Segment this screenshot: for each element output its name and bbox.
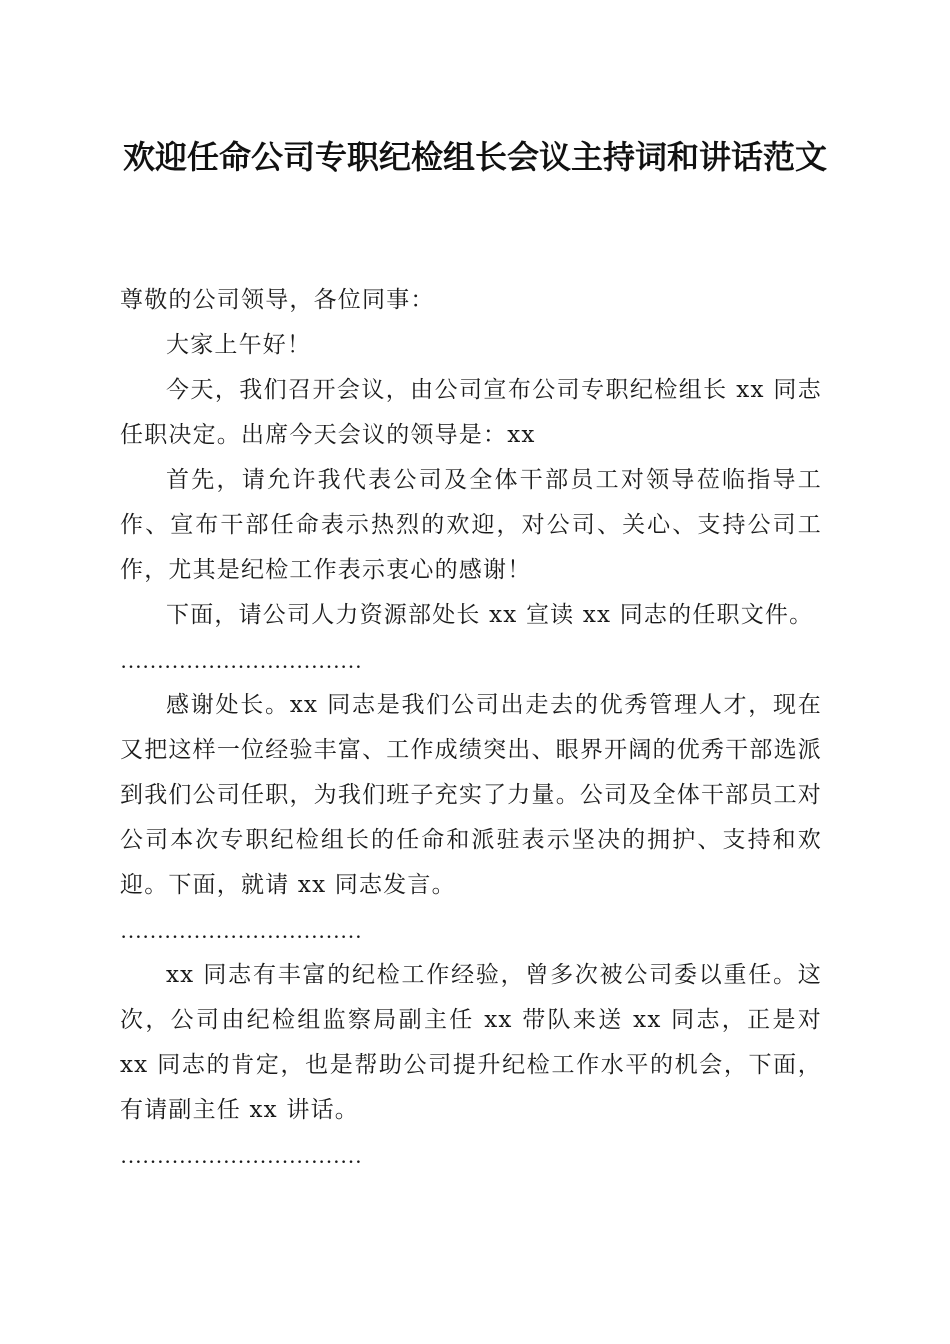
paragraph: 下面，请公司人力资源部处长 xx 宣读 xx 同志的任职文件。 xyxy=(166,602,814,628)
paragraph: 感谢处长。xx 同志是我们公司出走去的优秀管理人才，现在又把这样一位经验丰富、工作成绩突出、眼界开阔的优秀干部选派到我们公司任职，为我们班子充实了力量。公司及全体干部员工对公司本次专职纪检组长的任命和派驻表示坚决的拥护、支持和欢迎。下面，就请 xx 同志发言。 xyxy=(120,692,822,898)
document-body xyxy=(120,278,822,1178)
separator-dots: …………………………… xyxy=(120,1143,362,1168)
greeting: 大家上午好！ xyxy=(166,332,312,358)
paragraph: xx 同志有丰富的纪检工作经验，曾多次被公司委以重任。这次，公司由纪检组监察局副主任 xx 带队来送 xx 同志，正是对 xx 同志的肯定，也是帮助公司提升纪检工作水平的机会，下面，有请副主任 xx 讲话。 xyxy=(120,962,822,1123)
document-title: 欢迎任命公司专职纪检组长会议主持词和讲话范文 xyxy=(122,138,827,176)
separator-dots: …………………………… xyxy=(120,648,362,673)
paragraph: 首先，请允许我代表公司及全体干部员工对领导莅临指导工作、宣布干部任命表示热烈的欢迎，对公司、关心、支持公司工作，尤其是纪检工作表示衷心的感谢！ xyxy=(120,467,822,583)
paragraph: 今天，我们召开会议，由公司宣布公司专职纪检组长 xx 同志任职决定。出席今天会议的领导是：xx xyxy=(120,377,822,448)
separator-dots: …………………………… xyxy=(120,918,362,943)
salutation: 尊敬的公司领导，各位同事： xyxy=(120,287,435,313)
